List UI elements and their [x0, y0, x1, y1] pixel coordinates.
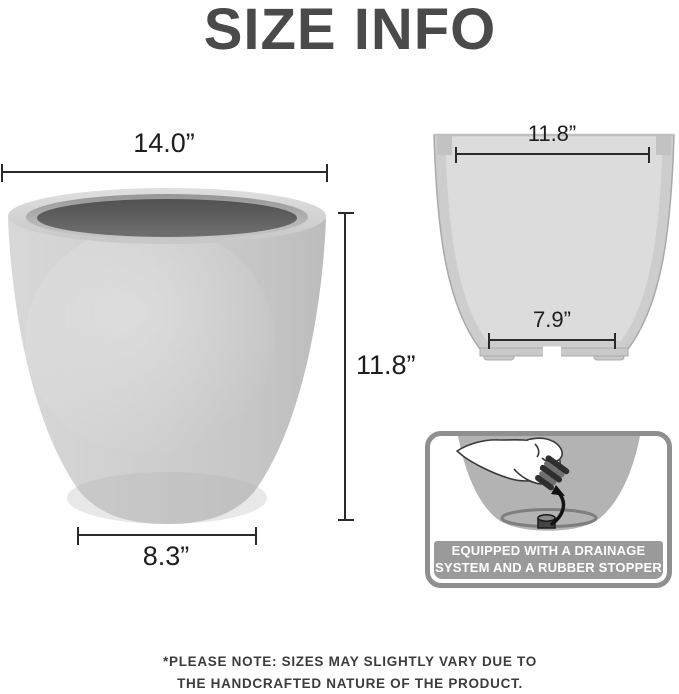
drainage-caption-banner [434, 541, 663, 579]
footnote [21, 651, 679, 694]
drainage-callout-box [425, 431, 672, 588]
base-drain-notch [543, 347, 561, 358]
dimension-line-inner-top-width [456, 153, 649, 155]
dimension-label-height: 11.8” [356, 350, 416, 380]
dimension-line-inner-bottom-width [489, 339, 615, 341]
cross-section-diagram [425, 108, 679, 376]
pot-interior [37, 199, 297, 237]
rim-tab-right [656, 136, 671, 155]
drainage-caption-line1: EQUIPPED WITH A DRAINAGE [451, 543, 646, 559]
footnote-line2: THE HANDCRAFTED NATURE OF THE PRODUCT. [177, 675, 523, 691]
rim-tab-left [437, 136, 452, 155]
dimension-line-top-width [2, 171, 327, 173]
pot-bottom-shade [67, 472, 267, 524]
dimension-line-height [344, 213, 346, 520]
drain-stopper-icon [538, 515, 555, 528]
hand-stopper-illustration [430, 436, 667, 541]
dimension-label-top-width: 14.0” [133, 128, 195, 158]
drainage-caption-line2: SYSTEM AND A RUBBER STOPPER [435, 560, 662, 575]
footnote-line1: *PLEASE NOTE: SIZES MAY SLIGHTLY VARY DUE TO [163, 654, 537, 669]
page-title: SIZE INFO [203, 0, 497, 62]
dimension-label-bottom-width: 8.3” [142, 541, 190, 571]
dimension-line-bottom-width [78, 534, 256, 536]
dimension-label-inner-bottom-width: 7.9” [533, 307, 571, 332]
dimension-label-inner-top-width: 11.8” [527, 121, 577, 146]
pot-texture-highlight [25, 225, 275, 455]
